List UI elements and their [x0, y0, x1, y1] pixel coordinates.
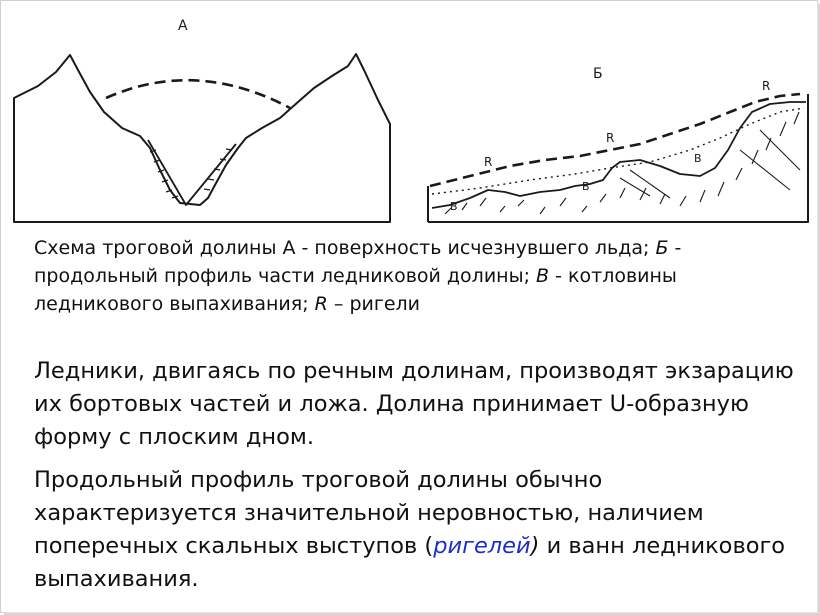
label-b: Б	[593, 66, 603, 82]
paragraph-1: Ледники, двигаясь по речным долинам, производят экзарацию их бортовых частей и ложа. Долина принимает U-образную форму с плоским дном.	[34, 358, 794, 450]
basin-label-1: В	[450, 200, 458, 213]
rigel-label-3: R	[762, 79, 771, 93]
caption-r-letter: R	[314, 293, 328, 315]
valley-profile-line	[14, 54, 390, 222]
caption-part-3: - котловины ледникового выпахивания;	[34, 265, 677, 315]
dotted-line	[432, 108, 804, 194]
basin-label-3: В	[694, 152, 702, 165]
caption-v-letter: В	[536, 265, 550, 287]
ice-surface-dashed-profile	[430, 94, 800, 186]
rigel-label-1: R	[484, 155, 493, 169]
paragraph-2-before: Продольный профиль троговой долины обычно характеризуется значительной неровностью, наличием поперечных скальных выступов (	[34, 467, 704, 559]
diagram-a	[14, 54, 390, 222]
figure-caption	[34, 234, 794, 318]
label-a: А	[178, 18, 188, 34]
basin-label-2: В	[582, 180, 590, 193]
rigel-label-2: R	[606, 131, 615, 145]
ice-surface-dashed-line	[106, 80, 290, 108]
paragraph-2-close: )	[530, 533, 540, 559]
caption-part-1: Схема троговой долины А - поверхность исчезнувшего льда;	[34, 237, 656, 259]
caption-part-4: – ригели	[327, 293, 421, 315]
trough-valley-figure	[0, 0, 820, 235]
profile-hatching	[445, 112, 800, 214]
paragraph-2-after: и ванн ледникового выпахивания.	[34, 533, 786, 592]
caption-part-2: - продольный профиль части ледниковой долины;	[34, 237, 682, 287]
body-text	[34, 355, 794, 596]
rigel-term: ригелей	[433, 533, 531, 559]
caption-b-letter: Б	[655, 237, 669, 259]
paragraph-2	[34, 464, 794, 596]
